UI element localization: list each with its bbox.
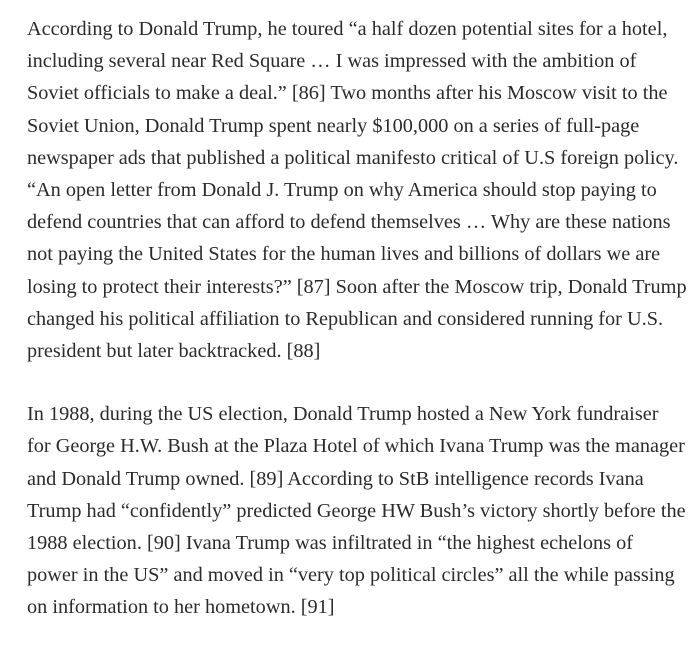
- article-paragraph-2: In 1988, during the US election, Donald Trump hosted a New York fundraiser for George H.W. Bush at the Plaza Hotel of which Ivana Trump was the manager and Donald Trump owned. [89] According to StB intelligence records Ivana Trump had “confidently” predicted George HW Bush’s victory shortly before the 1988 election. [90] Ivana Trump was infiltrated in “the highest echelons of power in the US” and moved in “very top political circles” all the while passing on information to her hometown. [91]: [27, 403, 686, 619]
- article-body: [27, 13, 687, 624]
- article-paragraph-1: According to Donald Trump, he toured “a half dozen potential sites for a hotel, including several near Red Square … I was impressed with the ambition of Soviet officials to make a deal.” [86] Two months after his Moscow visit to the Soviet Union, Donald Trump spent nearly $100,000 on a series of full-page newspaper ads that published a political manifesto critical of U.S foreign policy. “An open letter from Donald J. Trump on why America should stop paying to defend countries that can afford to defend themselves … Why are these nations not paying the United States for the human lives and billions of dollars we are losing to protect their interests?” [87] Soon after the Moscow trip, Donald Trump changed his political affiliation to Republican and considered running for U.S. president but later backtracked. [88]: [27, 18, 687, 363]
